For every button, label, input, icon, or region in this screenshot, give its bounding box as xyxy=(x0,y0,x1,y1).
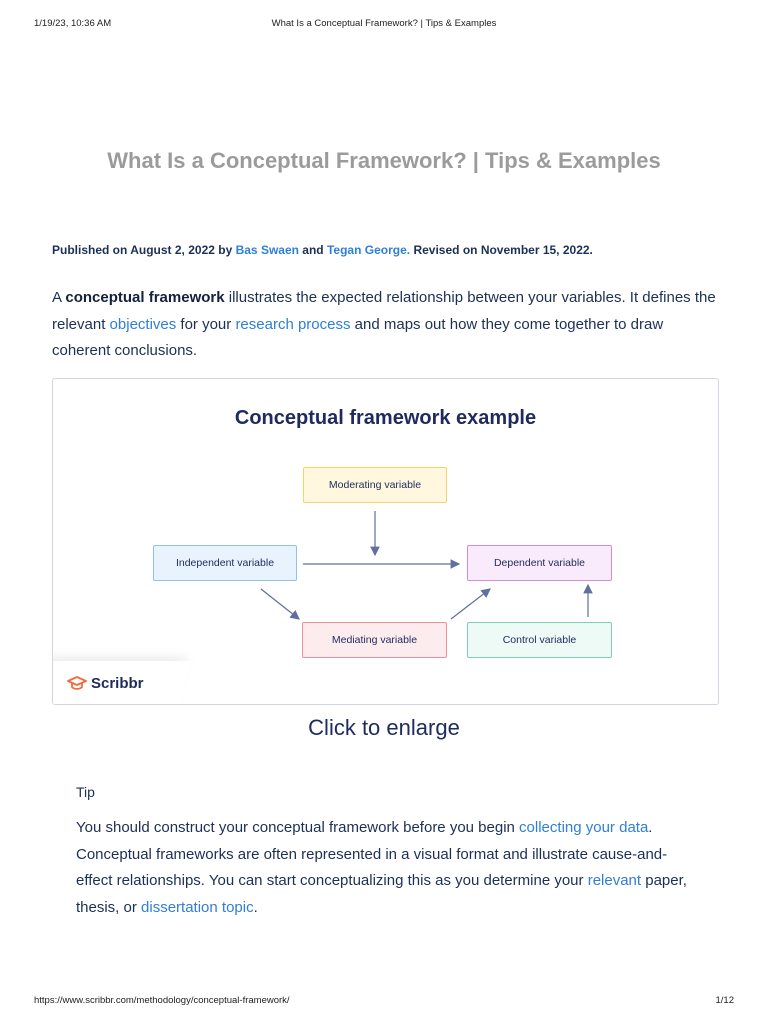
page-title: What Is a Conceptual Framework? | Tips & Examples xyxy=(107,148,661,173)
click-to-enlarge[interactable]: Click to enlarge xyxy=(308,715,460,740)
print-page-number: 1/12 xyxy=(715,995,734,1006)
arrow-mediating-to-dependent xyxy=(451,589,490,619)
print-doc-title: What Is a Conceptual Framework? | Tips & Examples xyxy=(271,18,497,29)
collecting-data-link[interactable]: collecting your data xyxy=(519,819,649,836)
tip-label: Tip xyxy=(76,784,95,800)
print-datetime: 1/19/23, 10:36 AM xyxy=(34,18,112,29)
tip-text-1: You should construct your conceptual framework before you begin xyxy=(76,819,520,836)
dissertation-topic-link[interactable]: dissertation topic xyxy=(141,898,254,916)
intro-paragraph xyxy=(52,285,717,365)
moderating-variable-box: Moderating variable xyxy=(303,467,447,503)
tip-text-4: . xyxy=(253,898,258,916)
revised-date: Revised on November 15, 2022. xyxy=(410,243,593,257)
intro-text-2: illustrates the expected relationship between your variables. It defines the relevant xyxy=(52,289,716,333)
tip-paragraph xyxy=(76,815,701,921)
author-link-tegan-george[interactable]: Tegan George. xyxy=(326,243,411,257)
control-variable-box: Control variable xyxy=(467,622,612,658)
brand-name: Scribbr xyxy=(91,675,144,692)
research-process-link[interactable]: research process xyxy=(235,315,351,333)
meta-and: and xyxy=(298,243,327,257)
scribbr-logo xyxy=(67,675,144,692)
framework-figure[interactable] xyxy=(52,378,719,705)
tip-text-3: paper, thesis, or xyxy=(76,872,687,916)
print-url: https://www.scribbr.com/methodology/conceptual-framework/ xyxy=(34,995,290,1006)
intro-bold-term: conceptual framework xyxy=(65,289,225,306)
objectives-link[interactable]: objectives xyxy=(109,315,177,333)
author-link-bas-swaen[interactable]: Bas Swaen xyxy=(235,243,299,257)
dependent-variable-box: Dependent variable xyxy=(467,545,612,581)
published-date: Published on August 2, 2022 by xyxy=(52,243,236,257)
arrow-independent-to-mediating xyxy=(261,589,299,619)
independent-variable-box: Independent variable xyxy=(153,545,297,581)
relevant-link[interactable]: relevant xyxy=(587,872,642,889)
intro-text-3: for your xyxy=(176,315,236,333)
tip-text-2: . Conceptual frameworks are often represented in a visual format and illustrate cause-and-effect relationships. You can start conceptualizing this as you determine your xyxy=(76,819,668,889)
intro-text-1: A xyxy=(52,289,66,306)
graduation-cap-icon xyxy=(67,676,87,692)
intro-text-4: and maps out how they come together to draw coherent conclusions. xyxy=(52,315,664,359)
figure-title: Conceptual framework example xyxy=(234,407,537,429)
publication-meta xyxy=(52,243,593,257)
mediating-variable-box: Mediating variable xyxy=(302,622,447,658)
